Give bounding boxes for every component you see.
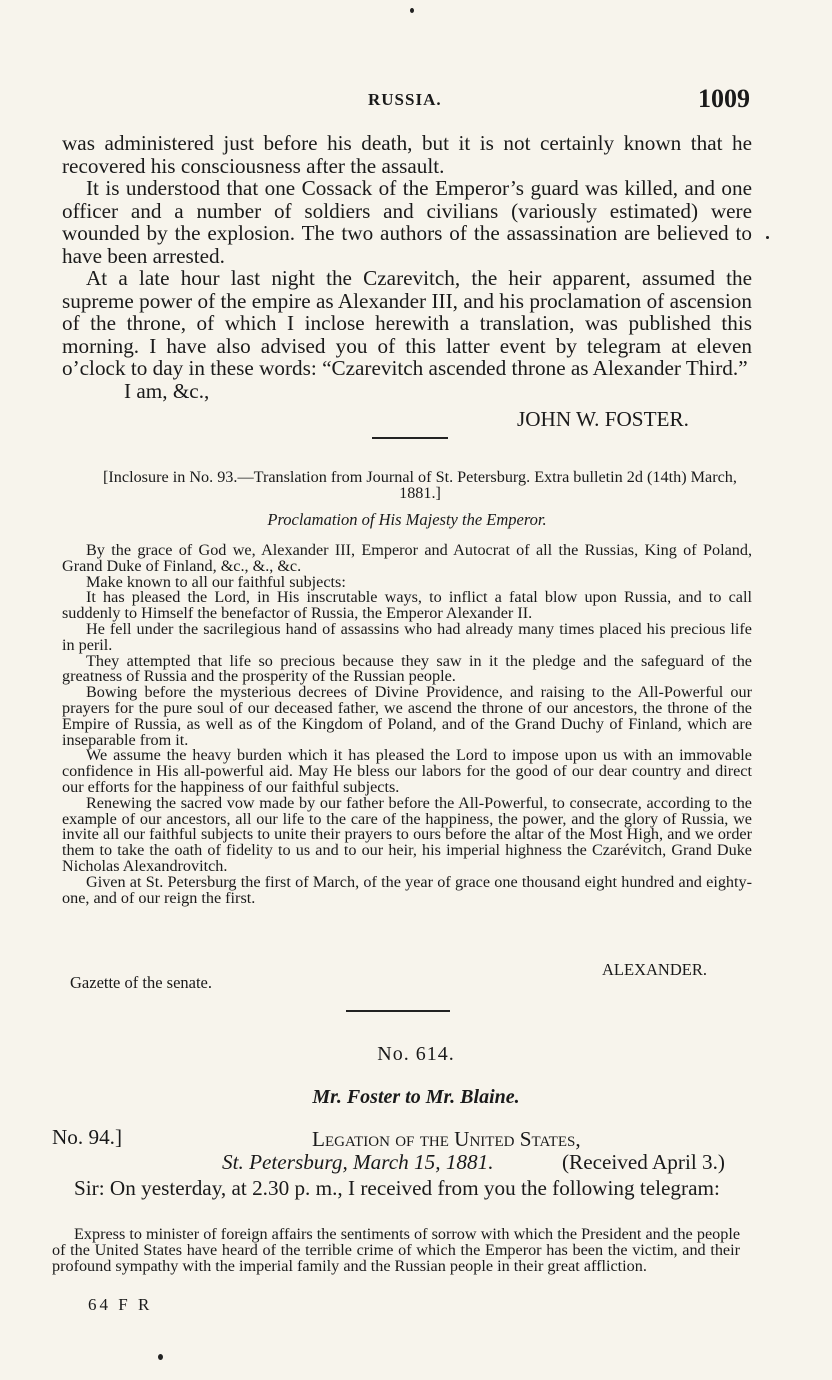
scan-speck-bottom bbox=[158, 1354, 163, 1360]
letter-intro: Sir: On yesterday, at 2.30 p. m., I received from you the following telegram: bbox=[74, 1176, 720, 1200]
paragraph: By the grace of God we, Alexander III, Emperor and Autocrat of all the Russias, King of Poland, Grand Duke of Finland, &c., &., &c. bbox=[62, 541, 752, 575]
proclamation-text bbox=[62, 543, 752, 906]
paragraph: Given at St. Petersburg the first of March, of the year of grace one thousand eight hundred and eighty-one, and of our reign the first. bbox=[62, 872, 752, 907]
document-number: No. 614. bbox=[377, 1043, 455, 1065]
legation-line: Legation of the United States, bbox=[312, 1127, 581, 1151]
paragraph: Renewing the sacred vow made by our father before the All-Powerful, to consecrate, according to the example of our ancestors, all our life to the care of the happiness, the power, and the glory of Russia, we invite all our faithful subjects to unite their prayers to ours before the altar of the Most High, and we order them to take the oath of fidelity to us and to our heir, his imperial highness the Czarévitch, Grand Duke Nicholas Alexandrovitch. bbox=[62, 793, 752, 875]
paragraph: Make known to all our faithful subjects: bbox=[86, 572, 346, 591]
paragraph: He fell under the sacrilegious hand of assassins who had already many times placed his precious life in peril. bbox=[62, 619, 752, 654]
closing-salutation: I am, &c., bbox=[124, 379, 210, 403]
paragraph: It is understood that one Cossack of the Emperor’s guard was killed, and one officer and a number of soldiers and civilians (variously estimated) were wounded by the explosion. The two authors of the assassination are believed to have been arrested. bbox=[62, 176, 752, 268]
signature-mark: 64 F R bbox=[88, 1295, 153, 1314]
inclosure-note: [Inclosure in No. 93.—Translation from Journal of St. Petersburg. Extra bulletin 2d (14th) March, 1881.] bbox=[103, 468, 737, 502]
gazette-note: Gazette of the senate. bbox=[70, 973, 213, 992]
received-date: (Received April 3.) bbox=[562, 1150, 725, 1174]
paragraph: Bowing before the mysterious decrees of Divine Providence, and raising to the All-Powerful our prayers for the pure soul of our deceased father, we ascend the throne of our ancestors, the throne of the Empire of Russia, as well as of the Kingdom of Poland, and of the Grand Duchy of Finland, which are inseparable from it. bbox=[62, 683, 752, 749]
paragraph: was administered just before his death, but it is not certainly known that he recovered his consciousness after the assault. bbox=[62, 131, 752, 178]
paragraph: At a late hour last night the Czarevitch, the heir apparent, assumed the supreme power of the empire as Alexander III, and his proclamation of ascension of the throne, of which I inclose herewith a translation, was published this morning. I have also advised you of this latter event by telegram at eleven o’clock to day in these words: “Czarevitch ascended throne as Alexander Third.” bbox=[62, 266, 752, 380]
proclamation-title: Proclamation of His Majesty the Emperor. bbox=[267, 510, 547, 529]
page-number: 1009 bbox=[698, 84, 750, 113]
section-divider bbox=[346, 1010, 450, 1012]
place-date: St. Petersburg, March 15, 1881. bbox=[222, 1150, 494, 1174]
dispatch-number: No. 94.] bbox=[52, 1125, 123, 1149]
scan-speck-top bbox=[410, 8, 414, 13]
telegram-text: Express to minister of foreign affairs the sentiments of sorrow with which the President and the people of the United States have heard of the terrible crime of which the Emperor has been the victim, and their profound sympathy with the imperial family and the Russian people in their great affliction. bbox=[52, 1225, 740, 1275]
signature-foster: JOHN W. FOSTER. bbox=[517, 407, 689, 431]
document-heading: Mr. Foster to Mr. Blaine. bbox=[312, 1086, 520, 1108]
running-header bbox=[0, 84, 832, 120]
opening-text bbox=[62, 132, 752, 380]
section-divider bbox=[372, 437, 448, 439]
scan-speck-right bbox=[766, 236, 769, 239]
paragraph: It has pleased the Lord, in His inscrutable ways, to inflict a fatal blow upon Russia, and to call suddenly to Himself the benefactor of Russia, the Emperor Alexander II. bbox=[62, 588, 752, 623]
signature-alexander: ALEXANDER. bbox=[602, 960, 707, 979]
paragraph: We assume the heavy burden which it has pleased the Lord to impose upon us with an immovable confidence in His all-powerful aid. May He bless our labors for the good of our dear country and direct our efforts for the happiness of our faithful subjects. bbox=[62, 746, 752, 796]
paragraph: They attempted that life so precious because they saw in it the pledge and the safeguard of the greatness of Russia and the prosperity of the Russian people. bbox=[62, 651, 752, 686]
running-title: RUSSIA. bbox=[368, 90, 442, 109]
